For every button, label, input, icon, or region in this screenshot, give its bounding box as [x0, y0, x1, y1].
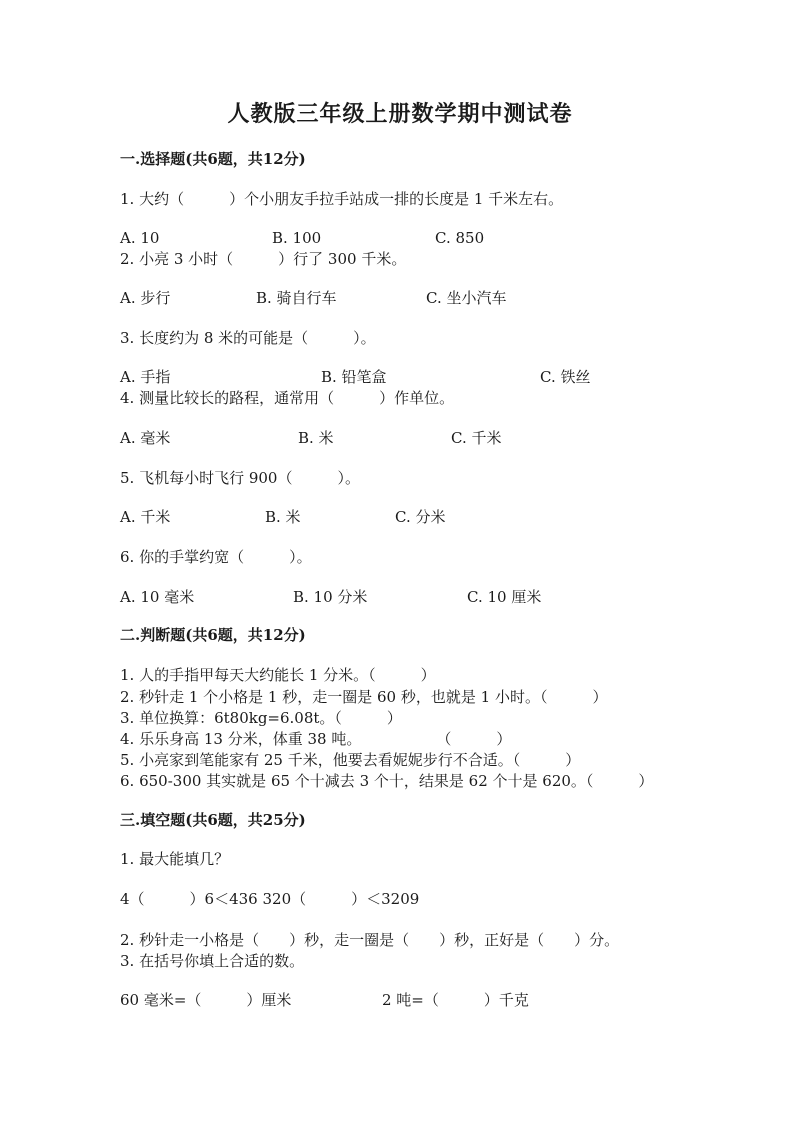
option-b: B. 骑自行车: [256, 289, 337, 307]
option-b: B. 10 分米: [293, 588, 368, 606]
fill-line: 2 吨=（ ）千克: [382, 991, 529, 1009]
question-text: 3. 长度约为 8 米的可能是（ ）。: [120, 329, 376, 347]
question-text: 3. 在括号你填上合适的数。: [120, 952, 305, 970]
option-b: B. 铅笔盒: [321, 368, 387, 386]
option-a: A. 步行: [120, 289, 171, 307]
question-text: 2. 秒针走 1 个小格是 1 秒，走一圈是 60 秒，也就是 1 小时。（ ）: [120, 688, 608, 706]
option-a: A. 10 毫米: [120, 588, 195, 606]
question-text: 2. 小亮 3 小时（ ）行了 300 千米。: [120, 250, 407, 268]
question-text: 6. 650-300 其实就是 65 个十减去 3 个十，结果是 62 个十是 620。（ ）: [120, 772, 654, 790]
question-text: 1. 大约（ ）个小朋友手拉手站成一排的长度是 1 千米左右。: [120, 190, 564, 208]
fill-line: 60 毫米=（ ）厘米: [120, 991, 292, 1009]
question-text: 3. 单位换算：6t80kg=6.08t。（ ）: [120, 709, 402, 727]
question-text: 1. 人的手指甲每天大约能长 1 分米。（ ）: [120, 666, 436, 684]
option-a: A. 10: [120, 229, 160, 247]
option-c: C. 850: [435, 229, 485, 247]
option-c: C. 铁丝: [540, 368, 591, 386]
option-b: B. 米: [298, 429, 334, 447]
page-title: 人教版三年级上册数学期中测试卷: [227, 101, 573, 127]
question-text: 5. 小亮家到笔能家有 25 千米，他要去看妮妮步行不合适。（ ）: [120, 751, 581, 769]
option-a: A. 千米: [120, 508, 171, 526]
section-heading: 三.填空题(共6题，共25分): [120, 811, 306, 829]
section-heading: 二.判断题(共6题，共12分): [120, 626, 306, 644]
option-b: B. 100: [272, 229, 322, 247]
option-c: C. 分米: [395, 508, 446, 526]
option-c: C. 10 厘米: [467, 588, 542, 606]
question-text: 1. 最大能填几？: [120, 850, 230, 868]
fill-line: 4（ ）6＜436 320（ ）＜3209: [120, 890, 420, 908]
question-text: 4. 测量比较长的路程，通常用（ ）作单位。: [120, 389, 455, 407]
question-text: 2. 秒针走一小格是（ ）秒，走一圈是（ ）秒，正好是（ ）分。: [120, 931, 620, 949]
question-text: 5. 飞机每小时飞行 900（ ）。: [120, 469, 360, 487]
option-a: A. 手指: [120, 368, 171, 386]
question-text: 4. 乐乐身高 13 分米，体重 38 吨。 （ ）: [120, 730, 512, 748]
question-text: 6. 你的手掌约宽（ ）。: [120, 548, 312, 566]
option-c: C. 千米: [451, 429, 502, 447]
option-c: C. 坐小汽车: [426, 289, 507, 307]
option-b: B. 米: [265, 508, 301, 526]
section-heading: 一.选择题(共6题，共12分): [120, 150, 306, 168]
option-a: A. 毫米: [120, 429, 171, 447]
